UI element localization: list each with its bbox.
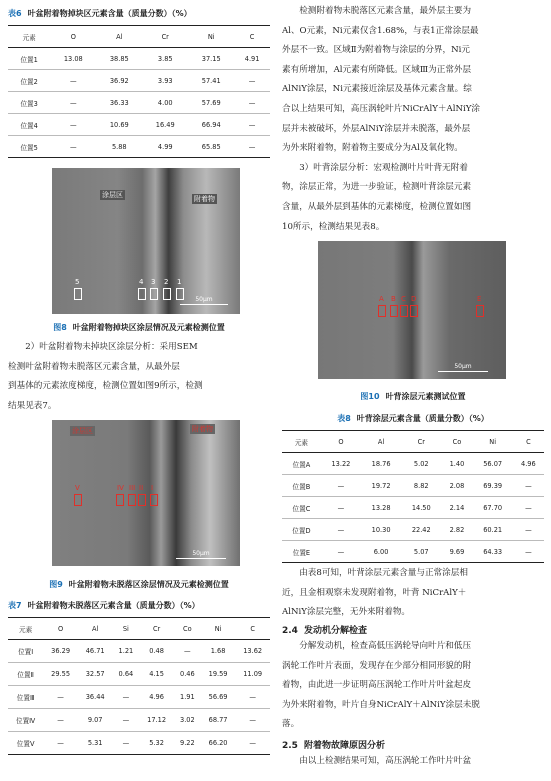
table-cell: 8.82 (401, 475, 441, 497)
detection-point-label: III (129, 484, 136, 492)
table8-number: 表8 (337, 414, 351, 423)
fig9-number: 图9 (49, 580, 63, 589)
table-cell: — (234, 114, 270, 136)
section-2-4-title: 发动机分解检查 (303, 626, 367, 636)
table-cell: 4.91 (234, 48, 270, 70)
fig9-caption (8, 579, 270, 590)
table-cell: 66.94 (188, 114, 234, 136)
section-2-5-heading (282, 738, 385, 751)
table7-caption (8, 600, 200, 611)
detection-point-label: I (151, 484, 154, 492)
table-cell: 位置Ⅳ (8, 709, 43, 732)
table-cell: 1.40 (441, 453, 472, 475)
table-cell: 9.69 (441, 541, 472, 563)
detection-point-label: 4 (139, 278, 144, 286)
table-cell: 67.70 (473, 497, 513, 519)
detection-point-marker (150, 288, 158, 300)
table8-body (282, 453, 544, 563)
table-cell: 3.93 (142, 70, 188, 92)
table7-title: 叶盆附着物未脱落区元素含量（质量分数）（%） (27, 601, 200, 610)
table-cell: 5.31 (78, 732, 113, 755)
table-cell: 5.88 (96, 136, 142, 158)
right-paragraph-2 (282, 564, 544, 623)
table-cell: 位置C (282, 497, 321, 519)
fig10-sem-image (318, 241, 506, 379)
table-cell: 19.59 (201, 663, 236, 686)
detection-point-label: A (379, 295, 384, 303)
table-cell: 36.33 (96, 92, 142, 114)
table-header-cell: Ni (201, 618, 236, 640)
table-cell: 36.92 (96, 70, 142, 92)
table-cell: 位置Ⅴ (8, 732, 43, 755)
table-header-cell: Cr (139, 618, 174, 640)
table-cell: 3.85 (142, 48, 188, 70)
table-cell: — (513, 497, 544, 519)
table-cell: — (112, 709, 139, 732)
table-header-cell: C (234, 26, 270, 48)
table-cell: 38.85 (96, 48, 142, 70)
table-cell: — (50, 114, 96, 136)
fig10-scale (438, 363, 488, 372)
text-line: 由表8可知，叶背涂层元素含量与正常涂层相 (282, 568, 468, 578)
detection-point-marker (74, 288, 82, 300)
table6-header-row (8, 26, 270, 48)
table-cell: 位置2 (8, 70, 50, 92)
table-cell: 46.71 (78, 640, 113, 663)
table-cell: 13.28 (361, 497, 401, 519)
table-cell: 3.02 (174, 709, 201, 732)
fig10-scale-text: 50μm (454, 363, 472, 370)
table-cell: — (43, 709, 78, 732)
table-cell: 11.09 (235, 663, 270, 686)
fig9-sem-image (52, 420, 240, 566)
table-header-cell: 元素 (282, 431, 321, 453)
table-header-cell: Co (174, 618, 201, 640)
fig9-scale-bar (176, 558, 226, 559)
table-cell: 9.22 (174, 732, 201, 755)
detection-point-label: II (139, 484, 144, 492)
text-line: 10所示，检测结果见表8。 (282, 221, 385, 232)
table-cell: 0.64 (112, 663, 139, 686)
table-cell: 4.99 (142, 136, 188, 158)
fig8-attach-label: 附着物 (194, 195, 215, 203)
detection-point-label: C (401, 295, 406, 303)
table-cell: — (112, 686, 139, 709)
table-row (282, 475, 544, 497)
table6 (8, 25, 270, 158)
table-cell: — (43, 686, 78, 709)
text-line: 涡轮工作叶片表面，发现存在少部分相同形貌的附 (282, 660, 472, 671)
table-cell: 位置5 (8, 136, 50, 158)
table-row (8, 70, 270, 92)
table-cell: 位置A (282, 453, 321, 475)
table-header-cell: O (321, 431, 361, 453)
table-cell: — (321, 475, 361, 497)
right-paragraph-3 (282, 637, 544, 735)
table7 (8, 617, 270, 755)
table-cell: 5.07 (401, 541, 441, 563)
table-cell: 位置Ⅰ (8, 640, 43, 663)
table6-body (8, 48, 270, 158)
table-cell: 36.44 (78, 686, 113, 709)
table-header-cell: Co (441, 431, 472, 453)
table-cell: 2.08 (441, 475, 472, 497)
table-cell: — (513, 519, 544, 541)
table-header-cell: O (43, 618, 78, 640)
table8 (282, 430, 544, 563)
table-row (8, 709, 270, 732)
table-cell: 1.21 (112, 640, 139, 663)
table-cell: — (513, 541, 544, 563)
table-cell: 位置E (282, 541, 321, 563)
fig9-coating-label: 涂层区 (72, 427, 93, 435)
table-row (8, 114, 270, 136)
text-line: Al、O元素，Ni元素仅含1.68%，与表1正常涂层最 (282, 25, 479, 36)
table-cell: — (50, 92, 96, 114)
text-line: 结果见表7。 (8, 400, 57, 411)
table6-title: 叶盆附着物掉块区元素含量（质量分数）（%） (27, 9, 192, 18)
table-cell: 13.22 (321, 453, 361, 475)
fig8-number: 图8 (53, 323, 67, 332)
table-cell: 6.00 (361, 541, 401, 563)
table-cell: 10.69 (96, 114, 142, 136)
table-cell: 22.42 (401, 519, 441, 541)
table-cell: — (50, 70, 96, 92)
fig9-scale (176, 550, 226, 559)
table-header-cell: C (513, 431, 544, 453)
detection-point-label: 2 (164, 278, 169, 286)
detection-point-marker (138, 494, 146, 506)
text-line: 落。 (282, 719, 300, 730)
table-cell: 4.00 (142, 92, 188, 114)
table-header-cell: O (50, 26, 96, 48)
text-line: 到基体的元素浓度梯度，检测位置如图9所示，检测 (8, 381, 203, 392)
table-cell: 56.07 (473, 453, 513, 475)
table-cell: 29.55 (43, 663, 78, 686)
table-cell: 10.30 (361, 519, 401, 541)
table8-header-row (282, 431, 544, 453)
table-header-cell: Al (78, 618, 113, 640)
table-cell: — (235, 709, 270, 732)
fig9-caption-text: 叶盆附着物未脱落区涂层情况及元素检测位置 (68, 580, 229, 589)
table-cell: 19.72 (361, 475, 401, 497)
text-line: 检测叶盆附着物未脱落区元素含量，从最外层 (8, 361, 180, 372)
table-cell: 位置D (282, 519, 321, 541)
table-cell: 位置Ⅲ (8, 686, 43, 709)
table-cell: 1.68 (201, 640, 236, 663)
text-line: 2）叶盆附着物未掉块区涂层分析：采用SEM (8, 342, 198, 352)
table-row (282, 519, 544, 541)
table-cell: 64.33 (473, 541, 513, 563)
table-cell: 18.76 (361, 453, 401, 475)
right-paragraph-1 (282, 2, 544, 237)
table-row (282, 541, 544, 563)
table-row (8, 686, 270, 709)
table-header-cell: 元素 (8, 26, 50, 48)
table-header-cell: Cr (142, 26, 188, 48)
fig10-scale-bar (438, 371, 488, 372)
text-line: 合以上结果可知，高压涡轮叶片NiCrAlY＋AlNiY涂 (282, 103, 480, 114)
text-line: 素有所增加，Al元素有所降低。区域Ⅲ为正常外层 (282, 64, 472, 75)
table-cell: 9.07 (78, 709, 113, 732)
left-paragraph-1 (8, 338, 270, 416)
table-cell: 14.50 (401, 497, 441, 519)
text-line: 外层不一致。区域Ⅱ为附着物与涂层的分界，Ni元 (282, 45, 470, 56)
table-cell: — (321, 497, 361, 519)
table8-caption (282, 413, 544, 424)
text-line: 着物，由此进一步证明高压涡轮工作叶片叶盆起皮 (282, 680, 472, 691)
text-line: 层并未被破坏，外层AlNiY涂层并未脱落，最外层 (282, 123, 471, 134)
table-cell: — (513, 475, 544, 497)
table-cell: — (43, 732, 78, 755)
right-paragraph-4 (282, 752, 544, 772)
table-cell: — (235, 686, 270, 709)
table-cell: 位置1 (8, 48, 50, 70)
text-line: AlNiY涂层，Ni元素接近涂层及基体元素含量。综 (282, 84, 472, 95)
table-cell: 0.46 (174, 663, 201, 686)
table6-caption (8, 8, 192, 19)
table-cell: 4.15 (139, 663, 174, 686)
detection-point-label: D (411, 295, 417, 303)
table-cell: 5.02 (401, 453, 441, 475)
table-cell: 60.21 (473, 519, 513, 541)
table-cell: 57.41 (188, 70, 234, 92)
detection-point-marker (150, 494, 158, 506)
table-cell: 2.14 (441, 497, 472, 519)
table6-number: 表6 (8, 9, 22, 18)
table-cell: 66.20 (201, 732, 236, 755)
table-cell: 5.32 (139, 732, 174, 755)
detection-point-marker (163, 288, 171, 300)
table-cell: 32.57 (78, 663, 113, 686)
detection-point-label: B (391, 295, 396, 303)
table-header-cell: Ni (473, 431, 513, 453)
table-cell: — (50, 136, 96, 158)
text-line: 由以上检测结果可知，高压涡轮工作叶片叶盆 (282, 756, 472, 766)
detection-point-marker (74, 494, 82, 506)
table-cell: 65.85 (188, 136, 234, 158)
fig10-caption (282, 391, 544, 402)
table-cell: 17.12 (139, 709, 174, 732)
fig8-sem-image (52, 168, 240, 314)
detection-point-marker (400, 305, 408, 317)
table-cell: 13.62 (235, 640, 270, 663)
table-cell: — (112, 732, 139, 755)
table-cell: 位置4 (8, 114, 50, 136)
table-cell: 69.39 (473, 475, 513, 497)
table-header-cell: Al (361, 431, 401, 453)
section-2-4-heading (282, 623, 367, 636)
table-header-cell: Al (96, 26, 142, 48)
text-line: 近，且金相观察未发现附着物，叶背 NiCrAlY＋ (282, 587, 467, 598)
table-cell: 2.82 (441, 519, 472, 541)
table-cell: — (234, 92, 270, 114)
table-cell: — (321, 541, 361, 563)
detection-point-label: E (477, 295, 482, 303)
table-row (282, 497, 544, 519)
table-row (8, 136, 270, 158)
detection-point-label: IV (117, 484, 124, 492)
text-line: 检测附着物未脱落区元素含量，最外层主要为 (282, 6, 472, 16)
table-row (8, 640, 270, 663)
table-row (8, 732, 270, 755)
table7-header-row (8, 618, 270, 640)
table-cell: 0.48 (139, 640, 174, 663)
table-cell: 1.91 (174, 686, 201, 709)
table-cell: 36.29 (43, 640, 78, 663)
table-cell: 位置3 (8, 92, 50, 114)
table-header-cell: 元素 (8, 618, 43, 640)
table-cell: 56.69 (201, 686, 236, 709)
table-row (8, 92, 270, 114)
detection-point-label: 1 (177, 278, 182, 286)
table-cell: — (174, 640, 201, 663)
detection-point-marker (378, 305, 386, 317)
section-2-4-number: 2.4 (282, 626, 298, 636)
fig9-attach-label: 附着物 (192, 425, 213, 433)
table-cell: 位置B (282, 475, 321, 497)
detection-point-label: 5 (75, 278, 80, 286)
detection-point-label: V (75, 484, 80, 492)
detection-point-marker (116, 494, 124, 506)
detection-point-marker (476, 305, 484, 317)
text-line: 3）叶背涂层分析：宏观检测叶片叶背无附着 (282, 162, 468, 173)
table-cell: — (234, 136, 270, 158)
detection-point-marker (410, 305, 418, 317)
table-row (8, 663, 270, 686)
fig8-scale-bar (180, 304, 228, 305)
detection-point-marker (390, 305, 398, 317)
fig10-caption-text: 叶背涂层元素测试位置 (385, 392, 466, 401)
table-cell: 57.69 (188, 92, 234, 114)
table-cell: 13.08 (50, 48, 96, 70)
fig8-coating-label: 涂层区 (102, 191, 123, 199)
text-line: AlNiY涂层完整，无外来附着物。 (282, 607, 411, 618)
table-cell: 4.96 (139, 686, 174, 709)
text-line: 含量，从最外层到基体的元素梯度，检测位置如图 (282, 201, 472, 212)
detection-point-label: 3 (151, 278, 156, 286)
table-cell: — (321, 519, 361, 541)
section-2-5-title: 附着物故障原因分析 (303, 741, 385, 751)
fig8-scale (180, 296, 228, 305)
text-line: 为外来附着物，附着物主要成分为Al及氧化物。 (282, 143, 463, 154)
fig8-caption (8, 322, 270, 333)
text-line: 为外来附着物，叶片自身NiCrAlY＋AlNiY涂层未脱 (282, 699, 480, 710)
table-header-cell: Ni (188, 26, 234, 48)
table-row (282, 453, 544, 475)
fig9-scale-text: 50μm (192, 550, 210, 557)
detection-point-marker (138, 288, 146, 300)
table-cell: 68.77 (201, 709, 236, 732)
table-row (8, 48, 270, 70)
table7-number: 表7 (8, 601, 22, 610)
table-cell: 37.15 (188, 48, 234, 70)
table-cell: — (234, 70, 270, 92)
table-cell: — (235, 732, 270, 755)
section-2-5-number: 2.5 (282, 741, 298, 751)
text-line: 物，涂层正常，为进一步验证，检测叶背涂层元素 (282, 182, 472, 193)
fig8-caption-text: 叶盆附着物掉块区涂层情况及元素检测位置 (72, 323, 225, 332)
fig10-number: 图10 (360, 392, 380, 401)
table7-body (8, 640, 270, 755)
fig8-scale-text: 50μm (195, 296, 213, 303)
detection-point-marker (128, 494, 136, 506)
table-cell: 位置Ⅱ (8, 663, 43, 686)
table8-title: 叶背涂层元素含量（质量分数）（%） (356, 414, 489, 423)
table-header-cell: Si (112, 618, 139, 640)
table-header-cell: C (235, 618, 270, 640)
table-cell: 16.49 (142, 114, 188, 136)
table-header-cell: Cr (401, 431, 441, 453)
text-line: 分解发动机，检查高低压涡轮导向叶片和低压 (282, 641, 472, 651)
table-cell: 4.96 (513, 453, 544, 475)
